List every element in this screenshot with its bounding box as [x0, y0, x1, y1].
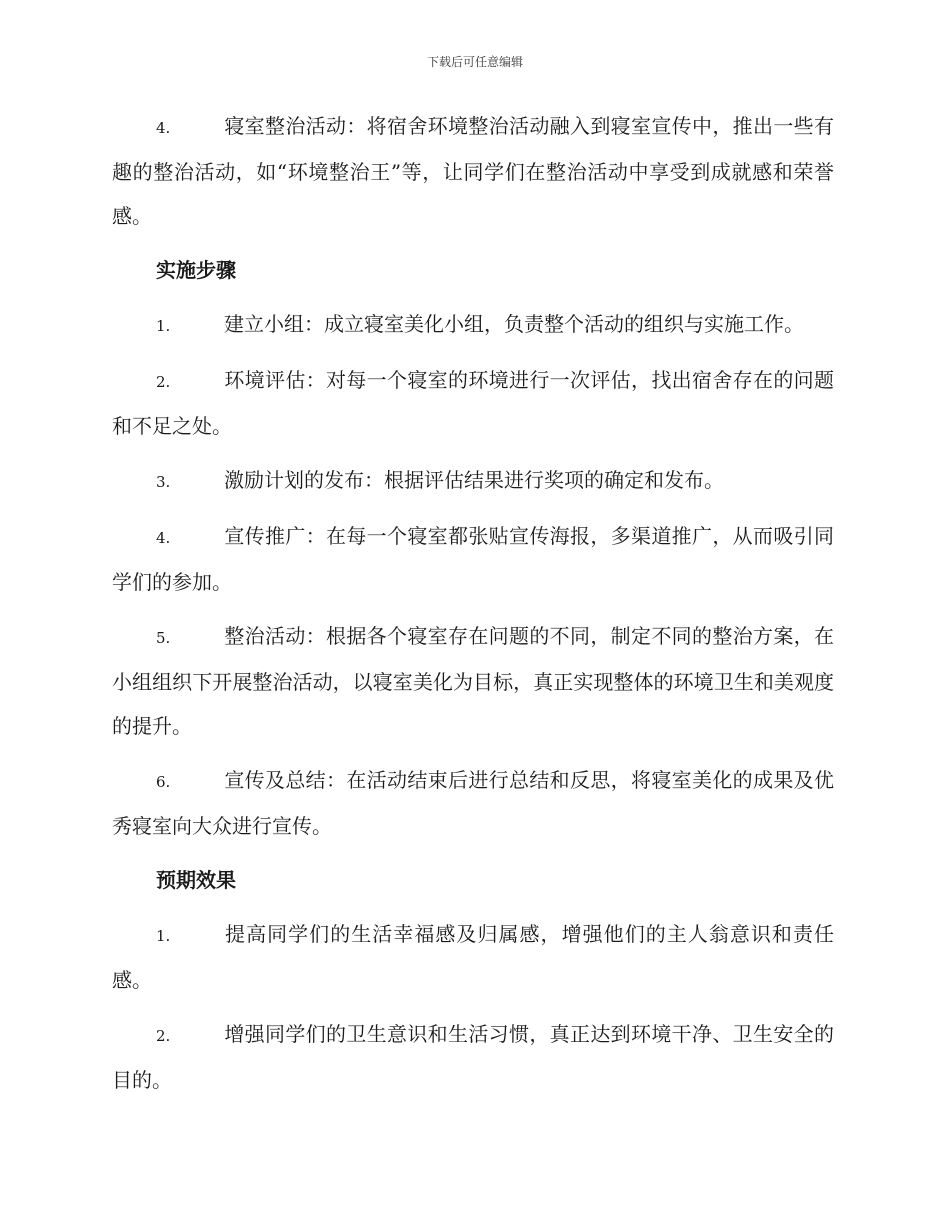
document-body [112, 104, 834, 1112]
list-item [112, 358, 834, 448]
item-text: 宣传及总结：在活动结束后进行总结和反思，将寝室美化的成果及优秀寝室向大众进行宣传。 [112, 768, 834, 838]
item-number: 6. [156, 773, 171, 791]
list-item [112, 912, 834, 1002]
section-heading-effects: 预期效果 [156, 868, 236, 892]
list-item [112, 758, 834, 848]
list-item [112, 302, 834, 348]
item-text: 激励计划的发布：根据评估结果进行奖项的确定和发布。 [224, 468, 724, 492]
page-header: 下载后可任意编辑 [426, 55, 523, 69]
list-item [112, 514, 834, 604]
item-number: 4. [156, 529, 171, 547]
item-number: 4. [156, 119, 171, 137]
item-number: 2. [156, 373, 171, 391]
item-text: 提高同学们的生活幸福感及归属感，增强他们的主人翁意识和责任感。 [112, 922, 834, 992]
item-text: 建立小组：成立寝室美化小组，负责整个活动的组织与实施工作。 [224, 312, 804, 336]
item-text: 环境评估：对每一个寝室的环境进行一次评估，找出宿舍存在的问题和不足之处。 [112, 368, 834, 438]
item-number: 1. [156, 317, 171, 335]
list-item [112, 458, 834, 504]
item-text: 寝室整治活动：将宿舍环境整治活动融入到寝室宣传中，推出一些有趣的整治活动，如“环境整治王”等，让同学们在整治活动中享受到成就感和荣誉感。 [112, 114, 834, 228]
item-text: 宣传推广：在每一个寝室都张贴宣传海报，多渠道推广，从而吸引同学们的参加。 [112, 524, 834, 594]
list-item [112, 1012, 834, 1102]
item-number: 2. [156, 1027, 171, 1045]
list-item [112, 104, 834, 238]
item-text: 整治活动：根据各个寝室存在问题的不同，制定不同的整治方案，在小组组织下开展整治活动，以寝室美化为目标，真正实现整体的环境卫生和美观度的提升。 [112, 624, 834, 738]
item-number: 5. [156, 629, 171, 647]
item-number: 3. [156, 473, 171, 491]
item-text: 增强同学们的卫生意识和生活习惯，真正达到环境干净、卫生安全的目的。 [112, 1022, 834, 1092]
item-number: 1. [156, 927, 171, 945]
section-heading-steps: 实施步骤 [156, 258, 236, 282]
list-item [112, 614, 834, 748]
